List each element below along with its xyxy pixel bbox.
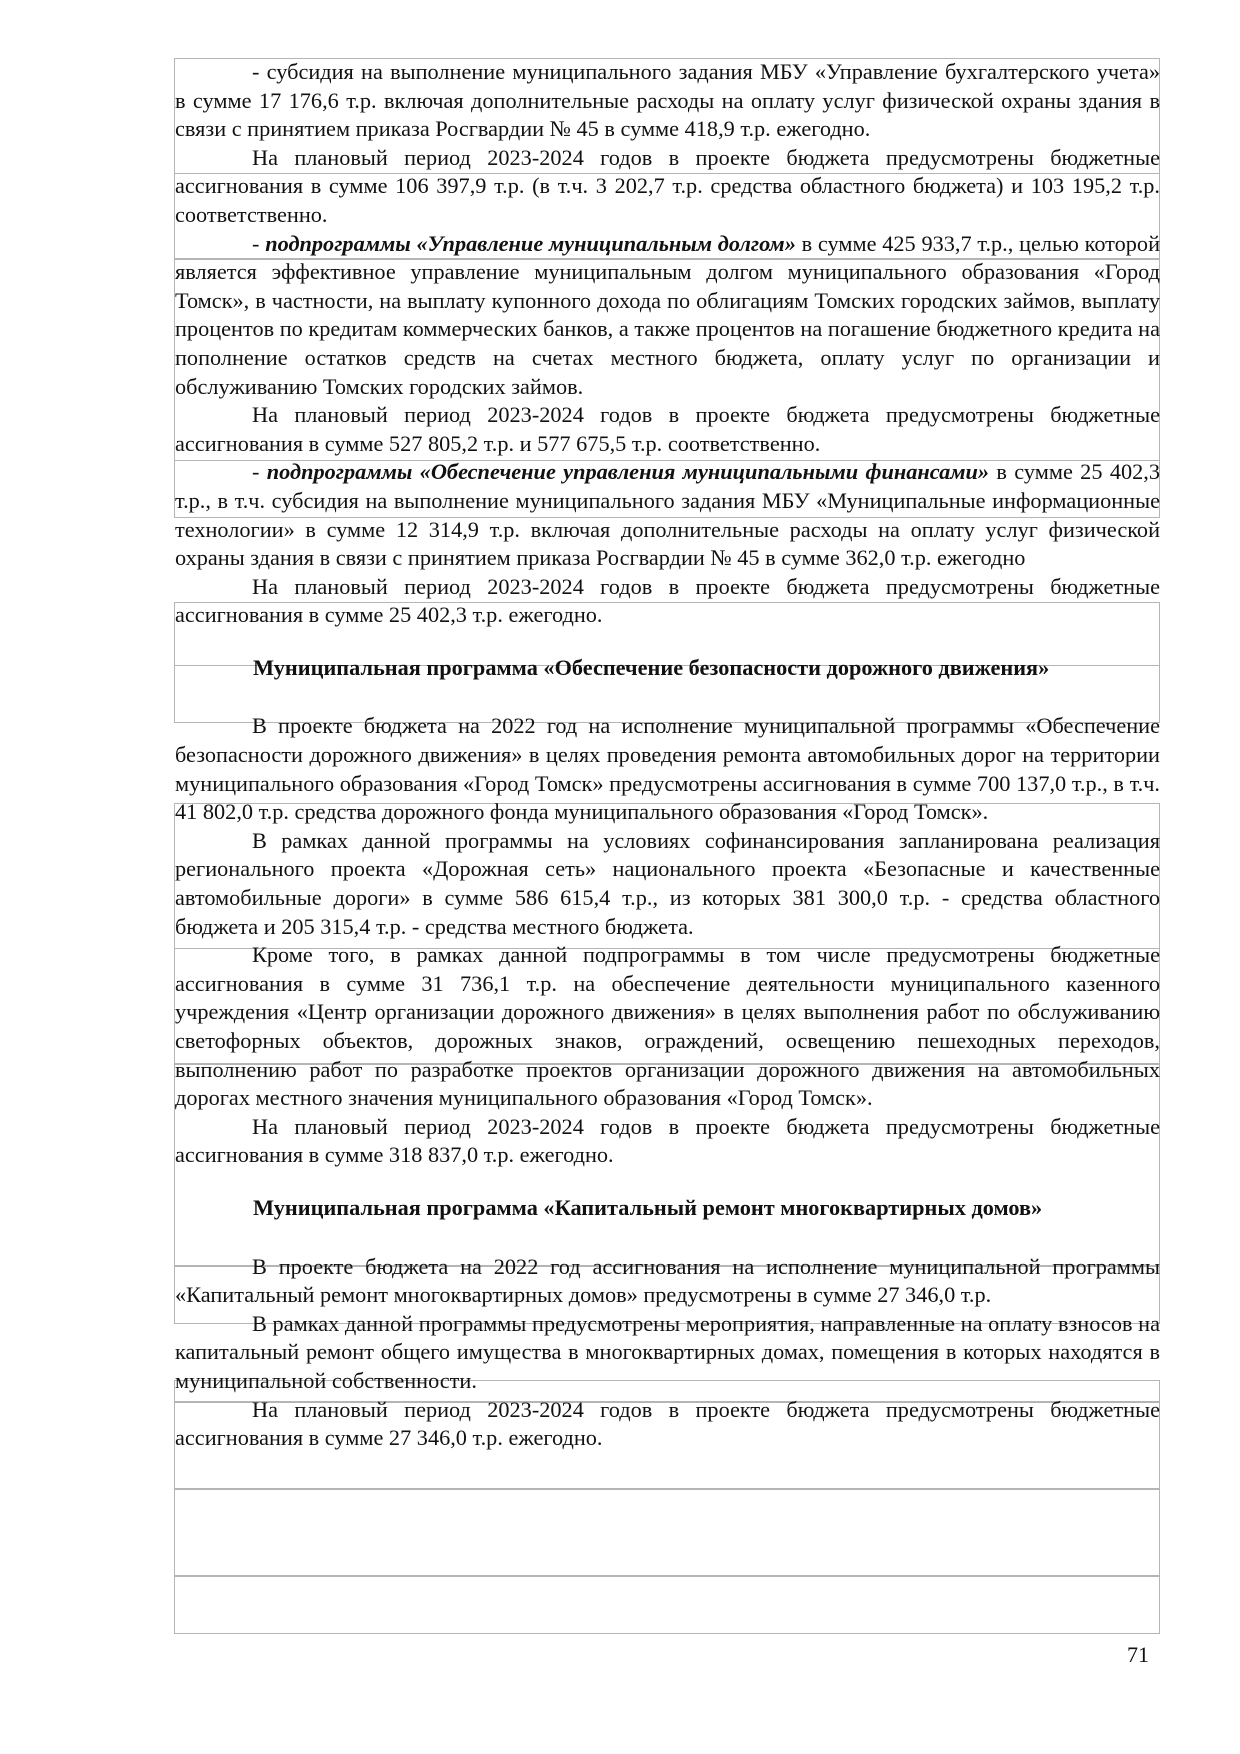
paragraph-road-network-project: В рамках данной программы на условиях софинансирования запланирована реализация регионального проекта «Дорожная сеть» национального проекта «Безопасные и качественные автомобильные дороги» в сумме 586 615,4 т.р., из которых 381 300,0 т.р. - средства областного бюджета и 205 315,4 т.р. - средства местного бюджета. (175, 827, 1160, 939)
section-heading-capital-repair: Муниципальная программа «Капитальный ремонт многоквартирных домов» (253, 1194, 1043, 1220)
paragraph-finance-management (175, 458, 1160, 572)
paragraph-capital-repair-budget: В проекте бюджета на 2022 год ассигнования на исполнение муниципальной программы «Капитальный ремонт многоквартирных домов» предусмотрены в сумме 27 346,0 т.р. (175, 1253, 1160, 1308)
subprogram-title-debt: подпрограммы «Управление муниципальным долгом» (265, 230, 796, 256)
frame-p12 (174, 1489, 1160, 1576)
paragraph-planning-period-5: На плановый период 2023-2024 годов в проекте бюджета предусмотрены бюджетные ассигнования в сумме 27 346,0 т.р. ежегодно. (175, 1396, 1160, 1451)
paragraph-planning-period-2: На плановый период 2023-2024 годов в проекте бюджета предусмотрены бюджетные ассигнования в сумме 527 805,2 т.р. и 577 675,5 т.р. соответственно. (175, 402, 1160, 456)
paragraph-capital-repair-measures: В рамках данной программы предусмотрены мероприятия, направленные на оплату взносов на капитальный ремонт общего имущества в многоквартирных домах, помещения в которых находятся в муниципальной собственности. (175, 1310, 1160, 1393)
subprogram-title-finance: подпрограммы «Обеспечение управления муниципальными финансами» (266, 459, 990, 485)
frame-p13 (174, 1576, 1160, 1634)
paragraph-prefix: - (252, 230, 266, 256)
paragraph-road-safety-budget: В проекте бюджета на 2022 год на исполнение муниципальной программы «Обеспечение безопасности дорожного движения» в целях проведения ремонта автомобильных дорог на территории муниципального образования «Город Томск» предусмотрены ассигнования в сумме 700 137,0 т.р., в т.ч. 41 802,0 т.р. средства дорожного фонда муниципального образования «Город Томск». (175, 713, 1160, 825)
paragraph-prefix: - (252, 459, 267, 485)
paragraph-subsidy-accounting: - субсидия на выполнение муниципального задания МБУ «Управление бухгалтерского учета» в сумме 17 176,6 т.р. включая дополнительные расходы на оплату услуг физической охраны здания в связи с принятием приказа Росгвардии № 45 в сумме 418,9 т.р. ежегодно. (175, 59, 1160, 142)
section-heading-road-safety: Муниципальная программа «Обеспечение безопасности дорожного движения» (253, 654, 1050, 680)
page-number: 71 (1127, 1642, 1149, 1667)
paragraph-body: в сумме 25 402,3 т.р., в т.ч. субсидия на выполнение муниципального задания МБУ «Муниципальные информационные технологии» в сумме 12 314,9 т.р. включая дополнительные расходы на оплату услуг физической охраны здания в связи с принятием приказа Росгвардии № 45 в сумме 362,0 т.р. ежегодно (175, 459, 1160, 571)
paragraph-debt-management (175, 230, 1160, 402)
paragraph-planning-period-4: На плановый период 2023-2024 годов в проекте бюджета предусмотрены бюджетные ассигнования в сумме 318 837,0 т.р. ежегодно. (175, 1113, 1160, 1168)
paragraph-body: в сумме 425 933,7 т.р., целью которой является эффективное управление муниципальным долгом муниципального образования «Город Томск», в частности, на выплату купонного дохода по облигациям Томских городских займов, выплату процентов по кредитам коммерческих банков, а также процентов на погашение бюджетного кредита на пополнение остатков средств на счетах местного бюджета, оплату услуг по организации и обслуживанию Томских городских займов. (175, 230, 1160, 399)
paragraph-planning-period-3: На плановый период 2023-2024 годов в проекте бюджета предусмотрены бюджетные ассигнования в сумме 25 402,3 т.р. ежегодно. (175, 573, 1160, 628)
document-page (175, 58, 1160, 1453)
paragraph-traffic-center: Кроме того, в рамках данной подпрограммы в том числе предусмотрены бюджетные ассигнования в сумме 31 736,1 т.р. на обеспечение деятельности муниципального казенного учреждения «Центр организации дорожного движения» в целях выполнения работ по обслуживанию светофорных объектов, дорожных знаков, ограждений, освещению пешеходных переходов, выполнению работ по разработке проектов организации дорожного движения на автомобильных дорогах местного значения муниципального образования «Город Томск». (175, 942, 1160, 1111)
paragraph-planning-period-1: На плановый период 2023-2024 годов в проекте бюджета предусмотрены бюджетные ассигнования в сумме 106 397,9 т.р. (в т.ч. 3 202,7 т.р. средства областного бюджета) и 103 195,2 т.р. соответственно. (175, 144, 1160, 227)
